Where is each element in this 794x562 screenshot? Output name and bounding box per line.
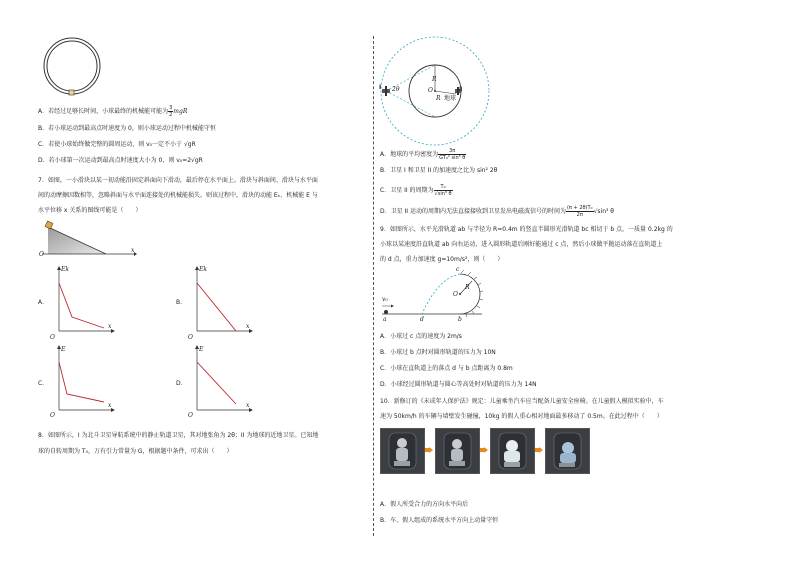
q6-option-a-tail: mgR <box>173 108 188 115</box>
radius-r-label: R <box>465 284 470 291</box>
incline-origin-label: O <box>39 251 44 258</box>
q9-option-c: C．小球在直轨道上的落点 d 与 b 点距离为 0.8m <box>380 365 513 372</box>
q6-option-a-text: A．若经过足够长时间，小球最终的机械能可能为 <box>38 108 169 115</box>
fraction <box>438 148 466 161</box>
fraction-den: √sin³ θ <box>434 191 452 197</box>
graph-c-origin: O <box>50 412 55 419</box>
q8-option-a <box>380 148 466 161</box>
q8-option-c <box>380 184 453 197</box>
center-label: O <box>428 87 433 94</box>
q10-option-b: B．车、假人组成的系统水平方向上动量守恒 <box>380 517 499 524</box>
q8-line-2: 球的自转周期为 T₀，万有引力常量为 G，根据题中条件，可求出（ ） <box>38 448 233 455</box>
q9-option-a: A．小球过 c 点的速度为 2m/s <box>380 333 462 340</box>
q6-option-c: C．若使小球始终做完整的圆周运动，则 v₀一定不小于 √gR <box>38 141 196 148</box>
graph-a-letter: A． <box>38 299 49 306</box>
fraction-num: T₀ <box>434 184 453 191</box>
fraction-den: 2 <box>169 112 173 118</box>
crash-test-photo-1 <box>380 428 425 474</box>
q10-line-1: 10．新修订的《未成年人保护法》规定：儿童乘坐汽车应当配备儿童安全座椅。在儿童假人模拟实验中，车 <box>380 398 664 405</box>
crash-test-photo-3 <box>490 428 535 474</box>
angle-label: 2θ <box>392 86 400 93</box>
q7-line-2: 间的动摩擦因数相等，忽略斜面与水平面连接处的机械能损失。则该过程中，滑块的动能 Eₖ、机械能 E 与 <box>38 192 318 199</box>
graph-a <box>52 265 116 335</box>
point-a-label: a <box>383 316 387 323</box>
graph-c <box>52 344 116 414</box>
q8-option-d-text: D．卫星 II 运动的周期内无法直接接收到卫星发出电磁波信号的时间为 <box>380 208 566 215</box>
q6-option-d: D．若小球第一次运动到最高点时速度大小为 0，则 v₀=2√gR <box>38 157 203 164</box>
graph-c-ylabel: E <box>61 346 66 353</box>
graph-b-xlabel: x <box>246 323 250 330</box>
q7-line-1: 7．如图，一小滑块以某一初动能沿固定斜面向下滑动，最后停在水平面上。滑块与斜面间、滑块与水平面 <box>38 177 318 184</box>
q8-option-c-text: C．卫星 II 的周期为 <box>380 187 434 194</box>
q9-option-b: B．小球过 b 点时对圆形轨道的压力为 10N <box>380 349 496 356</box>
q8-option-d-tail: √sin³ θ <box>593 208 614 215</box>
fraction-den: 2π <box>576 212 583 218</box>
graph-d-origin: O <box>188 412 193 419</box>
graph-a-xlabel: x <box>108 323 112 330</box>
q8-option-a-text: A．地球的平均密度为 <box>380 151 439 158</box>
radius-label: R <box>432 76 437 83</box>
sat1-label: I <box>379 84 382 91</box>
fraction-num: 3π <box>438 148 466 155</box>
q8-option-d <box>380 205 614 218</box>
point-c-label: c <box>456 266 460 273</box>
q8-line-1: 8．如图所示，I 为北斗卫星导航系统中的静止轨道卫星，其对地张角为 2θ；II 为地球的近地卫星。已知地 <box>38 432 319 439</box>
graph-b-ylabel: Ek <box>199 266 208 273</box>
crash-test-photo-2 <box>435 428 480 474</box>
fraction <box>566 205 594 218</box>
earth-label: 地球 <box>444 95 457 102</box>
q6-option-b: B．若小球运动到最高点时速度为 0，则小球运动过程中机械能守恒 <box>38 125 216 132</box>
q10-line-2: 速为 50km/h 的车辆与墙壁发生碰撞，10kg 的假人重心相对地面最多移动了 0.5m。在此过程中（ ） <box>380 413 663 420</box>
ring-track-figure <box>38 38 106 100</box>
fraction-den: GT₀² sin³ θ <box>439 155 466 161</box>
track-semicircle-figure <box>380 266 510 326</box>
q9-line-2: 小球以某速度沿直轨道 ab 向右运动，进入圆形轨道后刚好能通过 c 点，然后小球做平抛运动落在直轨道上 <box>380 241 663 248</box>
arrow-icon <box>535 447 543 453</box>
graph-d-xlabel: x <box>246 402 250 409</box>
q8-option-b: B．卫星 I 和卫星 II 的加速度之比为 sin² 2θ <box>380 167 498 174</box>
graph-c-xlabel: x <box>108 402 112 409</box>
sat2-label: II <box>459 86 463 93</box>
v0-label: v₀ <box>382 296 388 303</box>
graph-d-letter: D． <box>176 380 187 387</box>
arrow-icon <box>480 447 488 453</box>
graph-c-letter: C． <box>38 380 49 387</box>
q10-option-a: A．假人所受合力的方向水平向后 <box>380 501 469 508</box>
point-o-label: O <box>453 291 458 298</box>
graph-a-origin: O <box>50 334 55 341</box>
point-d-label: d <box>420 316 424 323</box>
q6-option-a <box>38 105 187 118</box>
graph-b-letter: B． <box>176 299 187 306</box>
radius-label-2: R <box>436 95 441 102</box>
column-divider <box>373 36 374 536</box>
graph-d-ylabel: E <box>199 346 204 353</box>
crash-test-photo-4 <box>545 428 590 474</box>
q7-line-3: 水平位移 x 关系的图线可能是（ ） <box>38 207 142 214</box>
q9-option-d: D．小球经过圆形轨道与圆心等高处时对轨道的压力为 14N <box>380 381 537 388</box>
graph-b <box>190 265 254 335</box>
fraction-num: 3 <box>169 105 173 111</box>
q9-line-1: 9．如图所示，水平光滑轨道 ab 与半径为 R=0.4m 的竖直半圆形光滑轨道 bc 相切于 b 点，一质量 0.2kg 的 <box>380 226 673 233</box>
graph-d <box>190 344 254 414</box>
point-b-label: b <box>458 316 462 323</box>
incline-figure <box>38 220 138 262</box>
fraction-num: (π + 2θ)T₀ <box>566 205 593 211</box>
arrow-icon <box>425 447 433 453</box>
graph-b-origin: O <box>188 334 193 341</box>
incline-x-label: x <box>131 247 135 254</box>
q9-line-3: 的 d 点，重力加速度 g=10m/s²，则（ ） <box>380 256 504 263</box>
graph-a-ylabel: Ek <box>61 266 70 273</box>
fraction <box>434 184 453 197</box>
